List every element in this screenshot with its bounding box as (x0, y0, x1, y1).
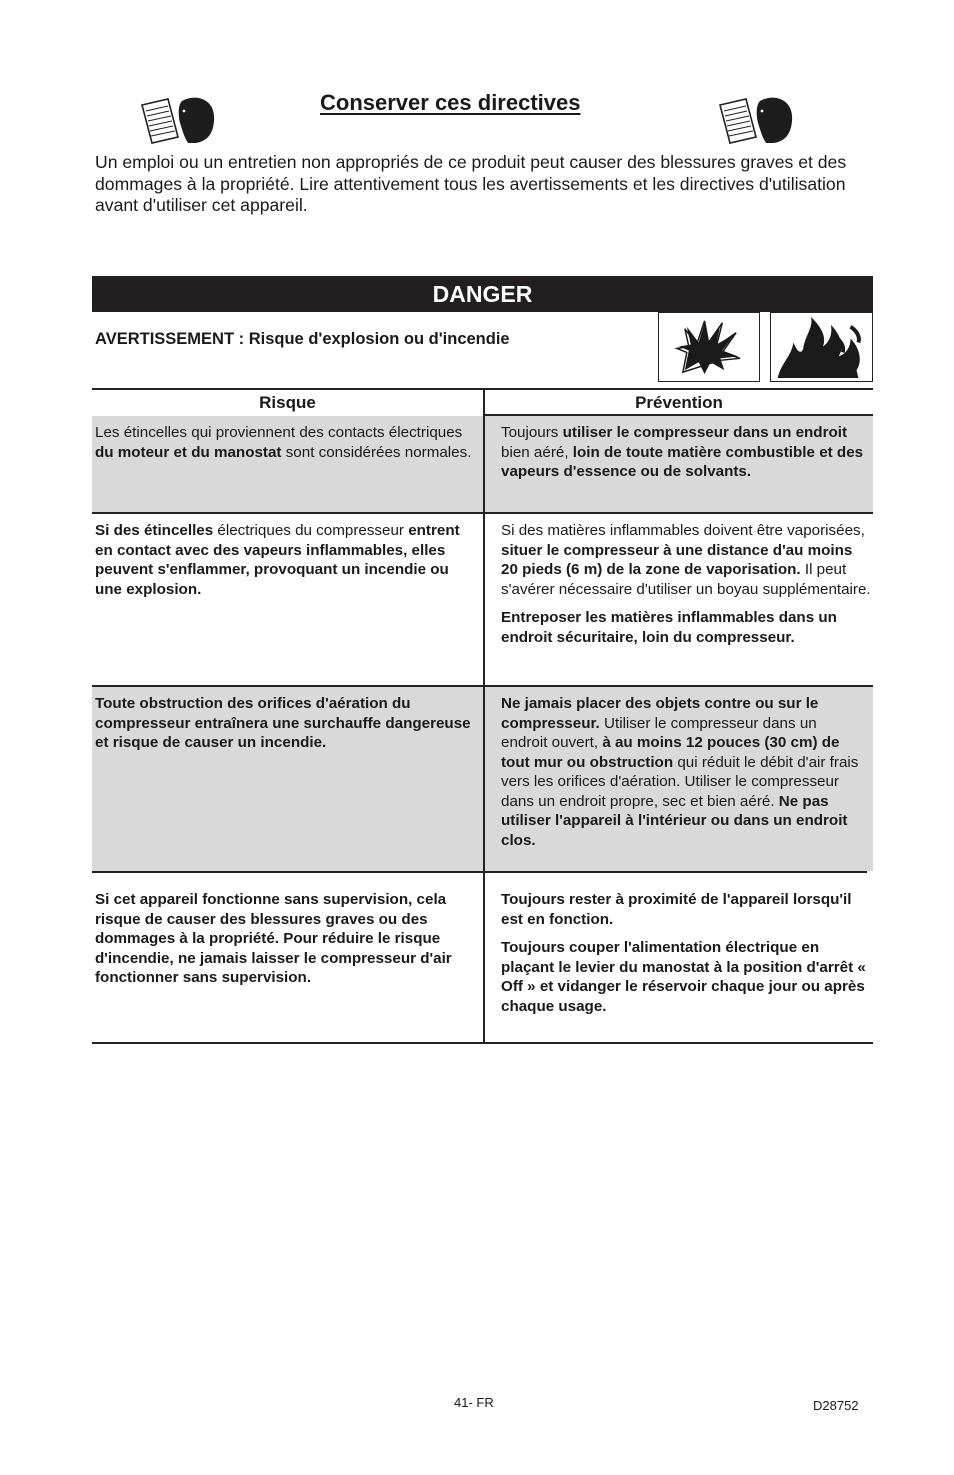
text-run: bien aéré, (501, 443, 573, 461)
cell-paragraph (501, 938, 869, 1016)
cell-paragraph (501, 890, 869, 929)
explosion-pictogram (658, 312, 760, 382)
text-run: à au moins 12 pouces (30 cm) de tout mur ou obstruction (501, 734, 840, 771)
text-run: Si des étincelles (95, 522, 214, 539)
column-header-risk: Risque (259, 393, 316, 412)
text-run: entrent en contact avec des vapeurs inflammables, elles peuvent s'enflammer, provoquant un incendie ou une explosion. (95, 522, 460, 598)
cell-paragraph (95, 694, 480, 753)
table-bottom-rule (92, 1042, 873, 1044)
page-title: Conserver ces directives (320, 90, 581, 115)
cell-paragraph (95, 423, 480, 462)
cell-paragraph (501, 423, 867, 482)
person-reading-manual-icon (716, 93, 796, 153)
page-number: 41- FR (454, 1395, 494, 1410)
table-cell-prevention-2 (485, 514, 873, 685)
table-cell-risk-4 (92, 883, 483, 1043)
table-cell-prevention-1 (485, 416, 873, 512)
table-cell-risk-2 (92, 514, 483, 685)
intro-paragraph: Un emploi ou un entretien non appropriés de ce produit peut causer des blessures graves et des dommages à la propriété. Lire attentivement tous les avertissements et les directives d'utilisation avant d'utiliser cet appareil. (95, 152, 847, 215)
cell-paragraph (501, 608, 871, 647)
text-run: Si cet appareil fonctionne sans supervision, cela risque de causer des blessures graves ou des dommages à la propriété. Pour réduire le risque d'incendie, ne jamais laisser le compresseur d'air fonctionner sans supervision. (95, 891, 452, 986)
table-cell-prevention-4 (485, 883, 873, 1043)
text-run: Il peut s'avérer nécessaire d'utiliser un boyau supplémentaire. (501, 561, 871, 598)
row-rule (92, 871, 867, 873)
text-run: du moteur et du manostat (95, 443, 282, 461)
explosion-icon (659, 313, 758, 380)
cell-paragraph (501, 521, 871, 599)
document-code: D28752 (813, 1398, 859, 1413)
text-run: Toujours (501, 424, 563, 441)
text-run: utiliser le compresseur dans un endroit (562, 424, 848, 441)
text-run: sont considérées normales. (281, 443, 472, 461)
cell-paragraph (95, 521, 480, 599)
warning-line (95, 330, 510, 349)
warning-text: Risque d'explosion ou d'incendie (248, 330, 510, 348)
table-cell-risk-1 (92, 416, 483, 512)
text-run: Ne pas utiliser l'appareil à l'intérieur ou dans un endroit clos. (501, 792, 848, 849)
cell-paragraph (95, 890, 480, 988)
danger-banner: DANGER (92, 276, 873, 312)
text-run: situer le compresseur à une distance d'au moins 20 pieds (6 m) de la zone de vaporisation. (501, 541, 853, 578)
text-run: Toujours rester à proximité de l'appareil lorsqu'il est en fonction. (501, 891, 852, 928)
warning-prefix: AVERTISSEMENT : (95, 330, 249, 348)
text-run: loin de toute matière combustible et des vapeurs d'essence ou de solvants. (501, 443, 864, 480)
text-run: qui réduit le débit d'air frais vers les orifices d'aération. Utiliser le compresseur dans un endroit propre, sec et bien aéré. (501, 753, 859, 810)
person-reading-manual-icon (138, 93, 218, 153)
text-run: Utiliser le compresseur dans un endroit ouvert, (501, 714, 817, 751)
text-run: Entreposer les matières inflammables dans un endroit sécuritaire, loin du compresseur. (501, 609, 837, 646)
table-cell-risk-3 (92, 687, 483, 871)
text-run: Toute obstruction des orifices d'aération du compresseur entraînera une surchauffe dangereuse et risque de causer un incendie. (95, 695, 471, 751)
text-run: Si des matières inflammables doivent être vaporisées, (501, 522, 865, 539)
text-run: Toujours couper l'alimentation électrique en plaçant le levier du manostat à la position d'arrêt « Off » et vidanger le réservoir chaque jour ou après chaque usage. (501, 939, 866, 1015)
cell-paragraph (501, 694, 863, 850)
text-run: Ne jamais placer des objets contre ou sur le compresseur. (501, 695, 819, 732)
text-run: Les étincelles qui proviennent des contacts électriques (95, 424, 463, 441)
fire-icon (771, 313, 871, 380)
column-header-prevention: Prévention (635, 393, 723, 412)
table-cell-prevention-3 (485, 687, 873, 871)
text-run: électriques du compresseur (213, 522, 409, 539)
fire-pictogram (770, 312, 873, 382)
